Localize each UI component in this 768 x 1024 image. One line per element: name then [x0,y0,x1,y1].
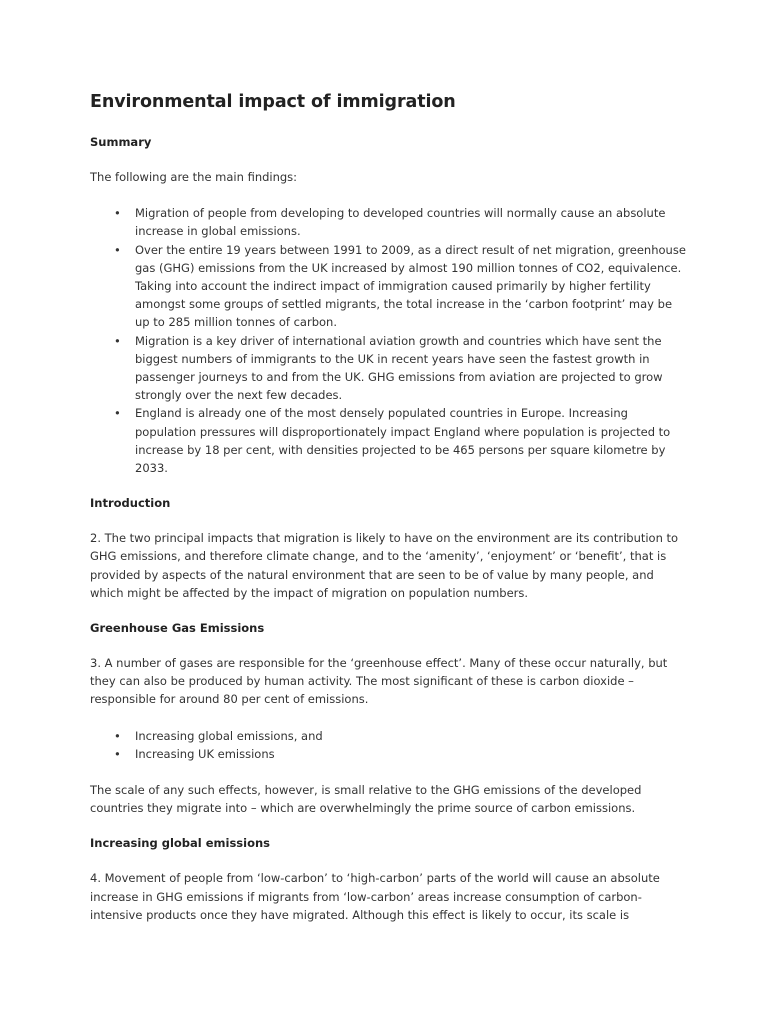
bullet-icon: • [114,206,121,221]
bullet-icon: • [114,728,121,743]
finding-text: Migration is a key driver of international aviation growth and countries which have sent the biggest numbers of immigrants to the UK in recent years have seen the fastest growth in passenger journeys to and from the UK. GHG emissions from aviation are projected to grow strongly over the next few decades. [135,333,663,403]
ghg-item-text: Increasing global emissions, and [135,728,323,743]
bullet-icon: • [114,746,121,761]
paragraph-4: 4. Movement of people from ‘low-carbon’ to ‘high-carbon’ parts of the world will cause an absolute increase in GHG emissions if migrants from ‘low-carbon’ areas increase consumption of carbon-intensive products once they have migrated. Although this effect is likely to occur, its scale is [90,871,660,922]
list-item [90,204,690,240]
finding-text: Migration of people from developing to developed countries will normally cause an absolute increase in global emissions. [135,206,666,239]
findings-list [90,204,690,477]
finding-text: Over the entire 19 years between 1991 to 2009, as a direct result of net migration, greenhouse gas (GHG) emissions from the UK increased by almost 190 million tonnes of CO2, equivalence. Taking into account the indirect impact of immigration caused primarily by higher fertility amongst some groups of settled migrants, the total increase in the ‘carbon footprint’ may be up to 285 million tonnes of carbon. [135,242,686,330]
bullet-icon: • [114,242,121,257]
list-item [90,404,690,477]
bullet-icon: • [114,406,121,421]
list-item [90,727,690,745]
scale-paragraph: The scale of any such effects, however, is small relative to the GHG emissions of the developed countries they migrate into – which are overwhelmingly the prime source of carbon emissions. [90,783,642,816]
document-title: Environmental impact of immigration [90,92,456,112]
global-emissions-heading: Increasing global emissions [90,836,271,851]
ghg-list [90,727,690,763]
bullet-icon: • [114,333,121,348]
ghg-heading: Greenhouse Gas Emissions [90,621,265,636]
list-item [90,745,690,763]
ghg-item-text: Increasing UK emissions [135,746,275,761]
document-page [90,90,690,924]
introduction-heading: Introduction [90,496,171,511]
paragraph-2: 2. The two principal impacts that migration is likely to have on the environment are its contribution to GHG emissions, and therefore climate change, and to the ‘amenity’, ‘enjoyment’ or ‘benefit’, that is provided by aspects of the natural environment that are seen to be of value by many people, and which might be affected by the impact of migration on population numbers. [90,531,679,600]
summary-heading: Summary [90,135,152,149]
finding-text: England is already one of the most densely populated countries in Europe. Increasing population pressures will disproportionately impact England where population is projected to increase by 18 per cent, with densities projected to be 465 persons per square kilometre by 2033. [135,406,671,476]
list-item [90,241,690,332]
list-item [90,332,690,405]
summary-intro-text: The following are the main findings: [90,170,298,184]
paragraph-3: 3. A number of gases are responsible for the ‘greenhouse effect’. Many of these occur naturally, but they can also be produced by human activity. The most significant of these is carbon dioxide – responsible for around 80 per cent of emissions. [90,656,668,707]
